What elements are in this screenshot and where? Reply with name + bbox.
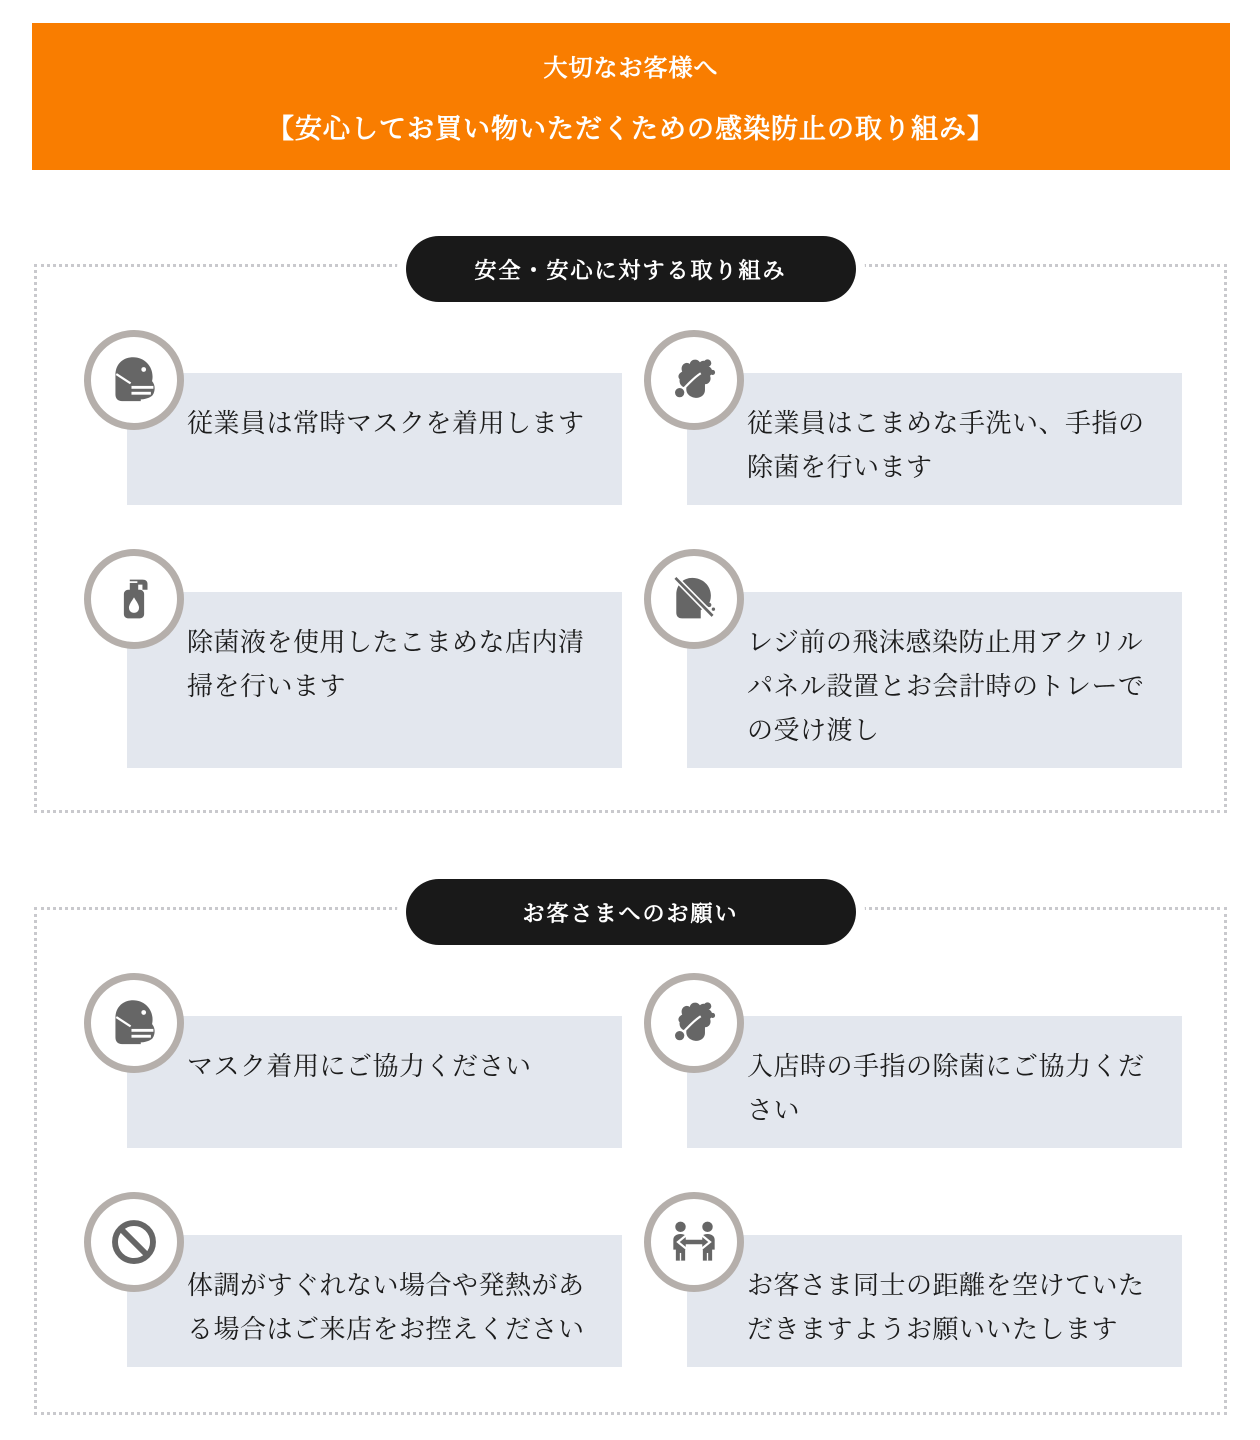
mask-icon: [84, 330, 184, 430]
items-grid: [37, 267, 1224, 808]
list-item: [644, 330, 1182, 505]
list-item: [84, 549, 622, 768]
sanitizer-bottle-icon: [84, 549, 184, 649]
header-banner: [32, 23, 1230, 170]
item-text: お客さま同士の距離を空けていただきますようお願いいたします: [687, 1235, 1182, 1367]
item-text: レジ前の飛沫感染防止用アクリルパネル設置とお会計時のトレーでの受け渡し: [687, 592, 1182, 768]
droplet-guard-icon: [644, 549, 744, 649]
banner-title: 大切なお客様へ: [543, 54, 719, 82]
item-text: 体調がすぐれない場合や発熱がある場合はご来店をお控えください: [127, 1235, 622, 1367]
item-text: 従業員は常時マスクを着用します: [127, 373, 622, 505]
items-grid: [37, 910, 1224, 1407]
section-safety-measures: [34, 257, 1227, 813]
list-item: [84, 1192, 622, 1367]
social-distance-icon: [644, 1192, 744, 1292]
item-text: 従業員はこまめな手洗い、手指の除菌を行います: [687, 373, 1182, 505]
list-item: [644, 973, 1182, 1148]
list-item: [84, 973, 622, 1148]
item-text: 除菌液を使用したこまめな店内清掃を行います: [127, 592, 622, 768]
hand-wash-icon: [644, 330, 744, 430]
item-text: 入店時の手指の除菌にご協力ください: [687, 1016, 1182, 1148]
section-customer-requests: [34, 900, 1227, 1415]
section-badge: 安全・安心に対する取り組み: [406, 236, 856, 302]
section-badge: お客さまへのお願い: [406, 879, 856, 945]
mask-icon: [84, 973, 184, 1073]
item-text: マスク着用にご協力ください: [127, 1016, 622, 1148]
list-item: [644, 549, 1182, 768]
prohibition-icon: [84, 1192, 184, 1292]
banner-subtitle: 【安心してお買い物いただくための感染防止の取り組み】: [267, 113, 995, 144]
list-item: [84, 330, 622, 505]
list-item: [644, 1192, 1182, 1367]
hand-wash-icon: [644, 973, 744, 1073]
